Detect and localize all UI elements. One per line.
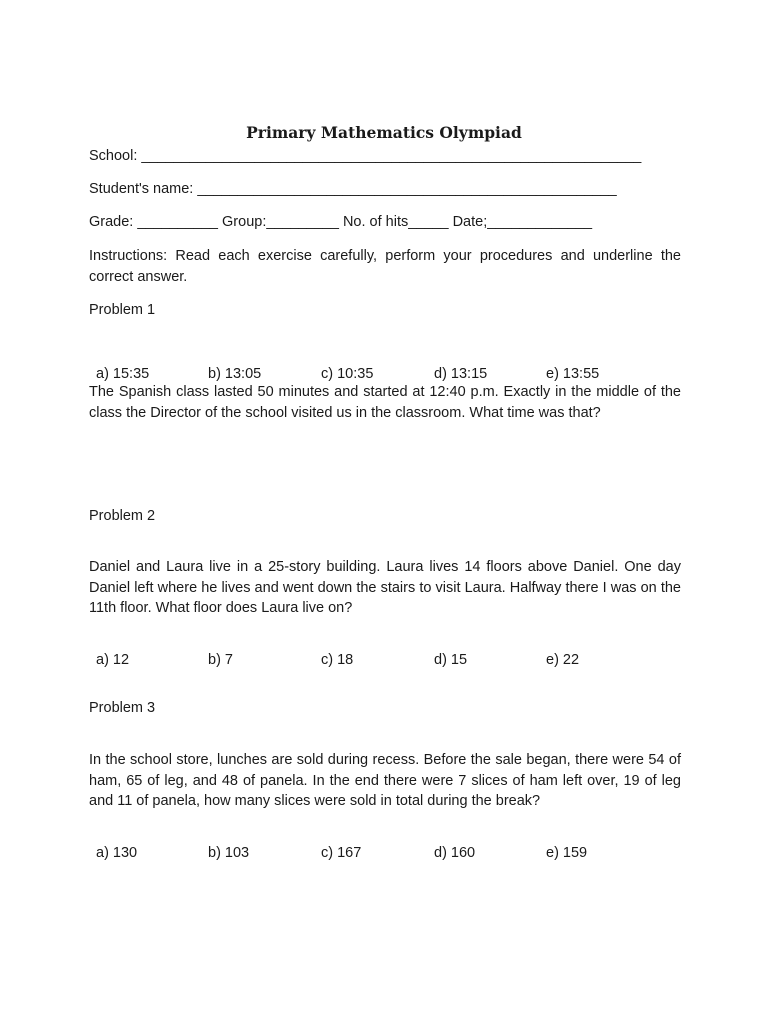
problem-3-option-c: c) 167 <box>321 845 362 861</box>
problem-1-text: The Spanish class lasted 50 minutes and started at 12:40 p.m. Exactly in the middle of the class the Director of the school visited us in the classroom. What time was that? <box>89 384 681 421</box>
grade-group-date-field: Grade: __________ Group:_________ No. of hits_____ Date;_____________ <box>89 214 593 230</box>
problem-1-option-c: c) 10:35 <box>321 366 374 382</box>
problem-2-heading: Problem 2 <box>89 508 156 524</box>
problem-2-option-c: c) 18 <box>321 652 354 668</box>
problem-1-option-b: b) 13:05 <box>208 366 262 382</box>
problem-3-heading: Problem 3 <box>89 700 156 716</box>
student-name-field: Student's name: ____________________________________________________ <box>89 181 617 197</box>
page-title: Primary Mathematics Olympiad <box>246 123 522 142</box>
problem-1-heading: Problem 1 <box>89 302 156 318</box>
problem-2-option-b: b) 7 <box>208 652 233 668</box>
instructions-text: Instructions: Read each exercise carefully, perform your procedures and underline the correct answer. <box>89 248 681 285</box>
problem-2-option-e: e) 22 <box>546 652 580 668</box>
problem-3-text: In the school store, lunches are sold during recess. Before the sale began, there were 54 of ham, 65 of leg, and 48 of panela. In the end there were 7 slices of ham left over, 19 of leg and 11 of panela, how many slices were sold in total during the break? <box>89 752 681 809</box>
problem-1-option-e: e) 13:55 <box>546 366 600 382</box>
problem-2-option-a: a) 12 <box>96 652 130 668</box>
problem-1-option-a: a) 15:35 <box>96 366 150 382</box>
problem-3-option-a: a) 130 <box>96 845 138 861</box>
problem-2-text: Daniel and Laura live in a 25-story building. Laura lives 14 floors above Daniel. One day Daniel left where he lives and went down the stairs to visit Laura. Halfway there I was on the 11th floor. What floor does Laura live on? <box>89 559 681 616</box>
problem-2-option-d: d) 15 <box>434 652 468 668</box>
problem-3-option-d: d) 160 <box>434 845 476 861</box>
school-field: School: ______________________________________________________________ <box>89 148 642 164</box>
problem-3-option-e: e) 159 <box>546 845 588 861</box>
problem-3-option-b: b) 103 <box>208 845 250 861</box>
problem-1-option-d: d) 13:15 <box>434 366 488 382</box>
